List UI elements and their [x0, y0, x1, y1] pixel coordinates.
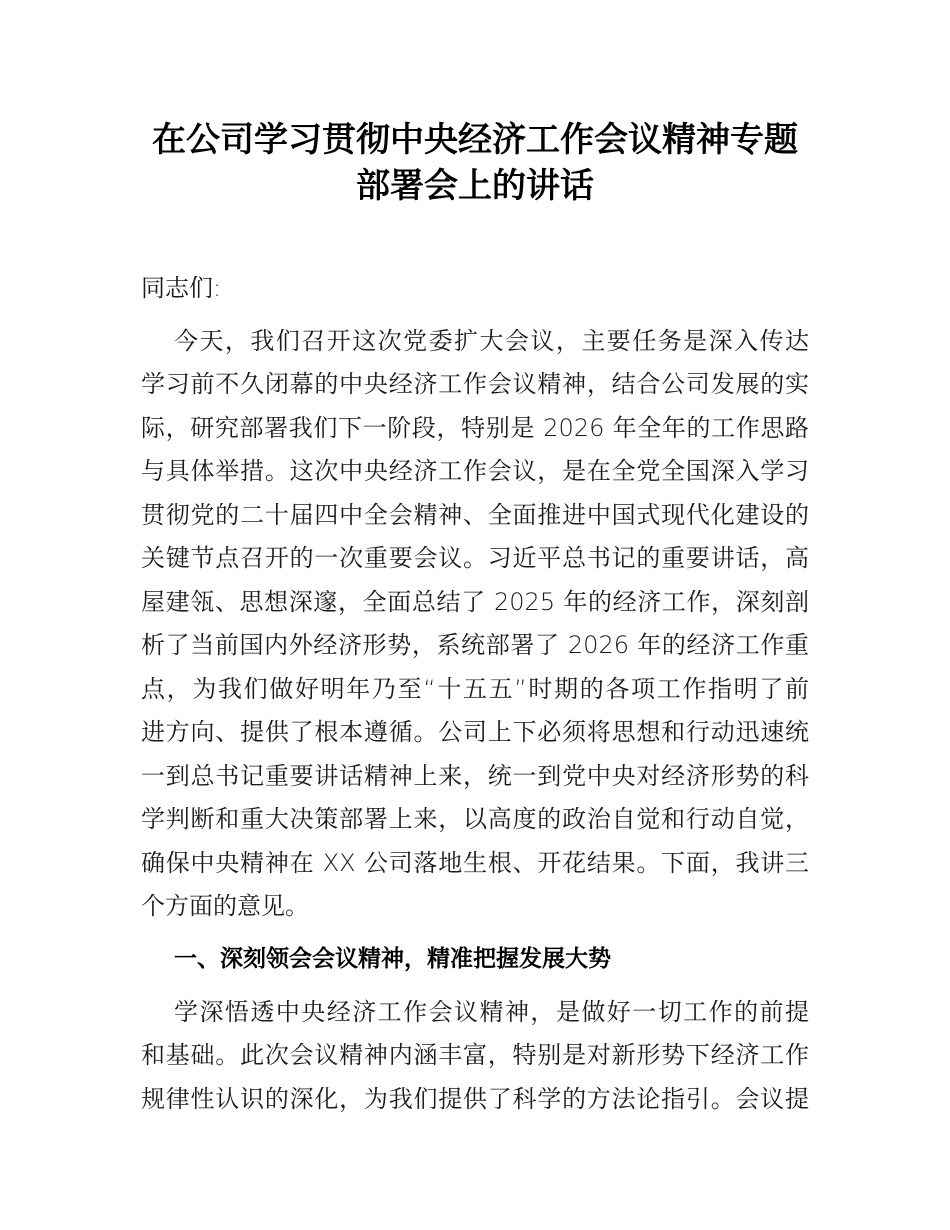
paragraph-line: 一到总书记重要讲话精神上来，统一到党中央对经济形势的科: [141, 762, 809, 790]
paragraph-line: 际，研究部署我们下一阶段，特别是 2026 年全年的工作思路: [141, 414, 809, 442]
paragraph-line: 学习前不久闭幕的中央经济工作会议精神，结合公司发展的实: [141, 370, 809, 398]
paragraph-line: 个方面的意见。: [141, 892, 309, 920]
paragraph-line: 今天，我们召开这次党委扩大会议，主要任务是深入传达: [174, 327, 809, 355]
paragraph-line: 进方向、提供了根本遵循。公司上下必须将思想和行动迅速统: [141, 718, 809, 746]
paragraph-line: 关键节点召开的一次重要会议。习近平总书记的重要讲话，高: [141, 544, 809, 572]
paragraph-line: 与具体举措。这次中央经济工作会议，是在全党全国深入学习: [141, 457, 809, 485]
paragraph-line: 学深悟透中央经济工作会议精神，是做好一切工作的前提: [174, 998, 809, 1026]
document-title-line-2: 部署会上的讲话: [356, 166, 594, 206]
salutation: 同志们:: [141, 274, 222, 302]
document-title-line-1: 在公司学习贯彻中央经济工作会议精神专题: [152, 120, 798, 160]
section-heading-1: 一、深刻领会会议精神，精准把握发展大势: [174, 946, 611, 972]
paragraph-line: 屋建瓴、思想深邃，全面总结了 2025 年的经济工作，深刻剖: [141, 588, 809, 616]
paragraph-line: 析了当前国内外经济形势，系统部署了 2026 年的经济工作重: [141, 631, 809, 659]
paragraph-line: 贯彻党的二十届四中全会精神、全面推进中国式现代化建设的: [141, 501, 809, 529]
paragraph-line: 确保中央精神在 XX 公司落地生根、开花结果。下面，我讲三: [141, 849, 809, 877]
paragraph-line: 点，为我们做好明年乃至“十五五”时期的各项工作指明了前: [141, 675, 809, 703]
paragraph-line: 和基础。此次会议精神内涵丰富，特别是对新形势下经济工作: [141, 1041, 809, 1069]
paragraph-line: 规律性认识的深化，为我们提供了科学的方法论指引。会议提: [141, 1085, 809, 1113]
paragraph-line: 学判断和重大决策部署上来，以高度的政治自觉和行动自觉，: [141, 805, 809, 833]
